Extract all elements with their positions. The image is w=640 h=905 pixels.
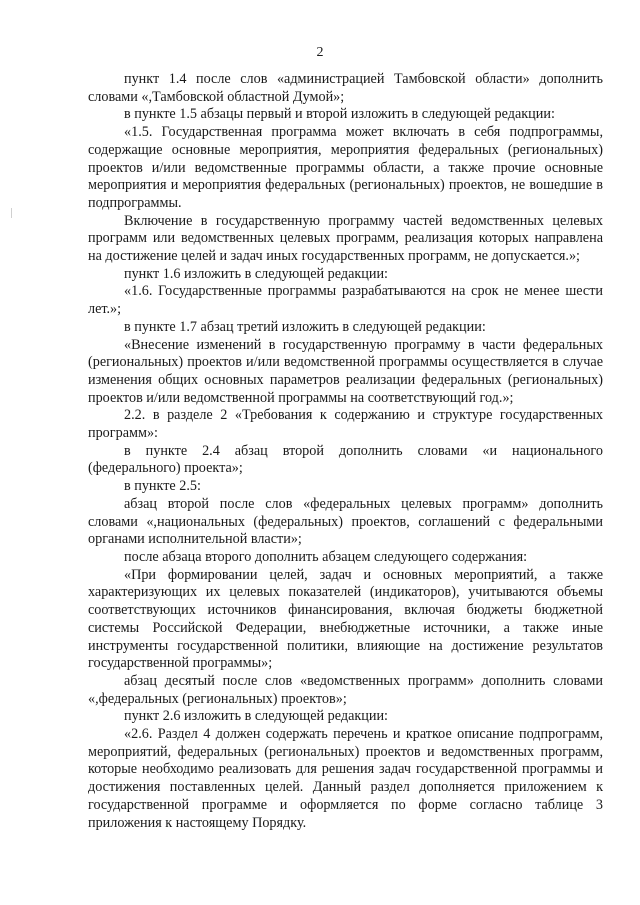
paragraph-15: абзац десятый после слов «ведомственных программ» дополнить словами «,федеральных (региональных) проектов»; bbox=[88, 672, 603, 707]
paragraph-2: в пункте 1.5 абзацы первый и второй изложить в следующей редакции: bbox=[124, 106, 555, 123]
paragraph-10: в пункте 2.4 абзац второй дополнить словами «и национального (федерального) проекта»; bbox=[88, 442, 603, 477]
paragraph-4: Включение в государственную программу частей ведомственных целевых программ или ведомственных целевых программ, реализация которых направлена на достижение целей и задач иных государственных программ, не допускается.»; bbox=[88, 212, 603, 265]
paragraph-9: 2.2. в разделе 2 «Требования к содержанию и структуре государственных программ»: bbox=[88, 407, 603, 442]
paragraph-12: абзац второй после слов «федеральных целевых программ» дополнить словами «,национальных (федеральных) проектов, соглашений с федеральными органами исполнительной власти»; bbox=[88, 495, 603, 548]
document-body bbox=[88, 71, 603, 832]
paragraph-14: «При формировании целей, задач и основных мероприятий, а также характеризующих их целевых показателей (индикаторов), учитываются объемы соответствующих источников финансирования, включая бюджеты бюджетной системы Российской Федерации, внебюджетные источники, а также иные инструменты государственной политики, влияющие на достижение результатов государственной программы»; bbox=[88, 566, 603, 672]
page-number: 2 bbox=[316, 45, 324, 60]
paragraph-13: после абзаца второго дополнить абзацем следующего содержания: bbox=[124, 548, 528, 565]
paragraph-11: в пункте 2.5: bbox=[124, 478, 201, 495]
margin-mark bbox=[11, 208, 14, 218]
paragraph-3: «1.5. Государственная программа может включать в себя подпрограммы, содержащие основные мероприятия, мероприятия федеральных (региональных) проектов и/или ведомственные программы области, а также прочие основные мероприятия и мероприятия федеральных (региональных) проектов, не вошедшие в подпрограммы. bbox=[88, 124, 603, 211]
paragraph-7: в пункте 1.7 абзац третий изложить в следующей редакции: bbox=[124, 318, 486, 335]
paragraph-1: пункт 1.4 после слов «администрацией Тамбовской области» дополнить словами «,Тамбовской областной Думой»; bbox=[88, 71, 603, 105]
paragraph-6: «1.6. Государственные программы разрабатываются на срок не менее шести лет.»; bbox=[88, 283, 603, 318]
paragraph-5: пункт 1.6 изложить в следующей редакции: bbox=[124, 265, 388, 282]
paragraph-17: «2.6. Раздел 4 должен содержать перечень и краткое описание подпрограмм, мероприятий, федеральных (региональных) проектов и ведомственных программ, которые необходимо реализовать для решения задач государственной программы и достижения поставленных целей. Данный раздел дополняется приложением к государственной программе и оформляется по форме согласно таблице 3 приложения к настоящему Порядку. bbox=[88, 726, 603, 831]
paragraph-8: «Внесение изменений в государственную программу в части федеральных (региональных) проектов и/или ведомственной программы осуществляется в случае изменения общих основных параметров реализации федеральных (региональных) проектов и/или ведомственной программы на соответствующий год.»; bbox=[88, 336, 603, 406]
paragraph-16: пункт 2.6 изложить в следующей редакции: bbox=[124, 708, 388, 725]
